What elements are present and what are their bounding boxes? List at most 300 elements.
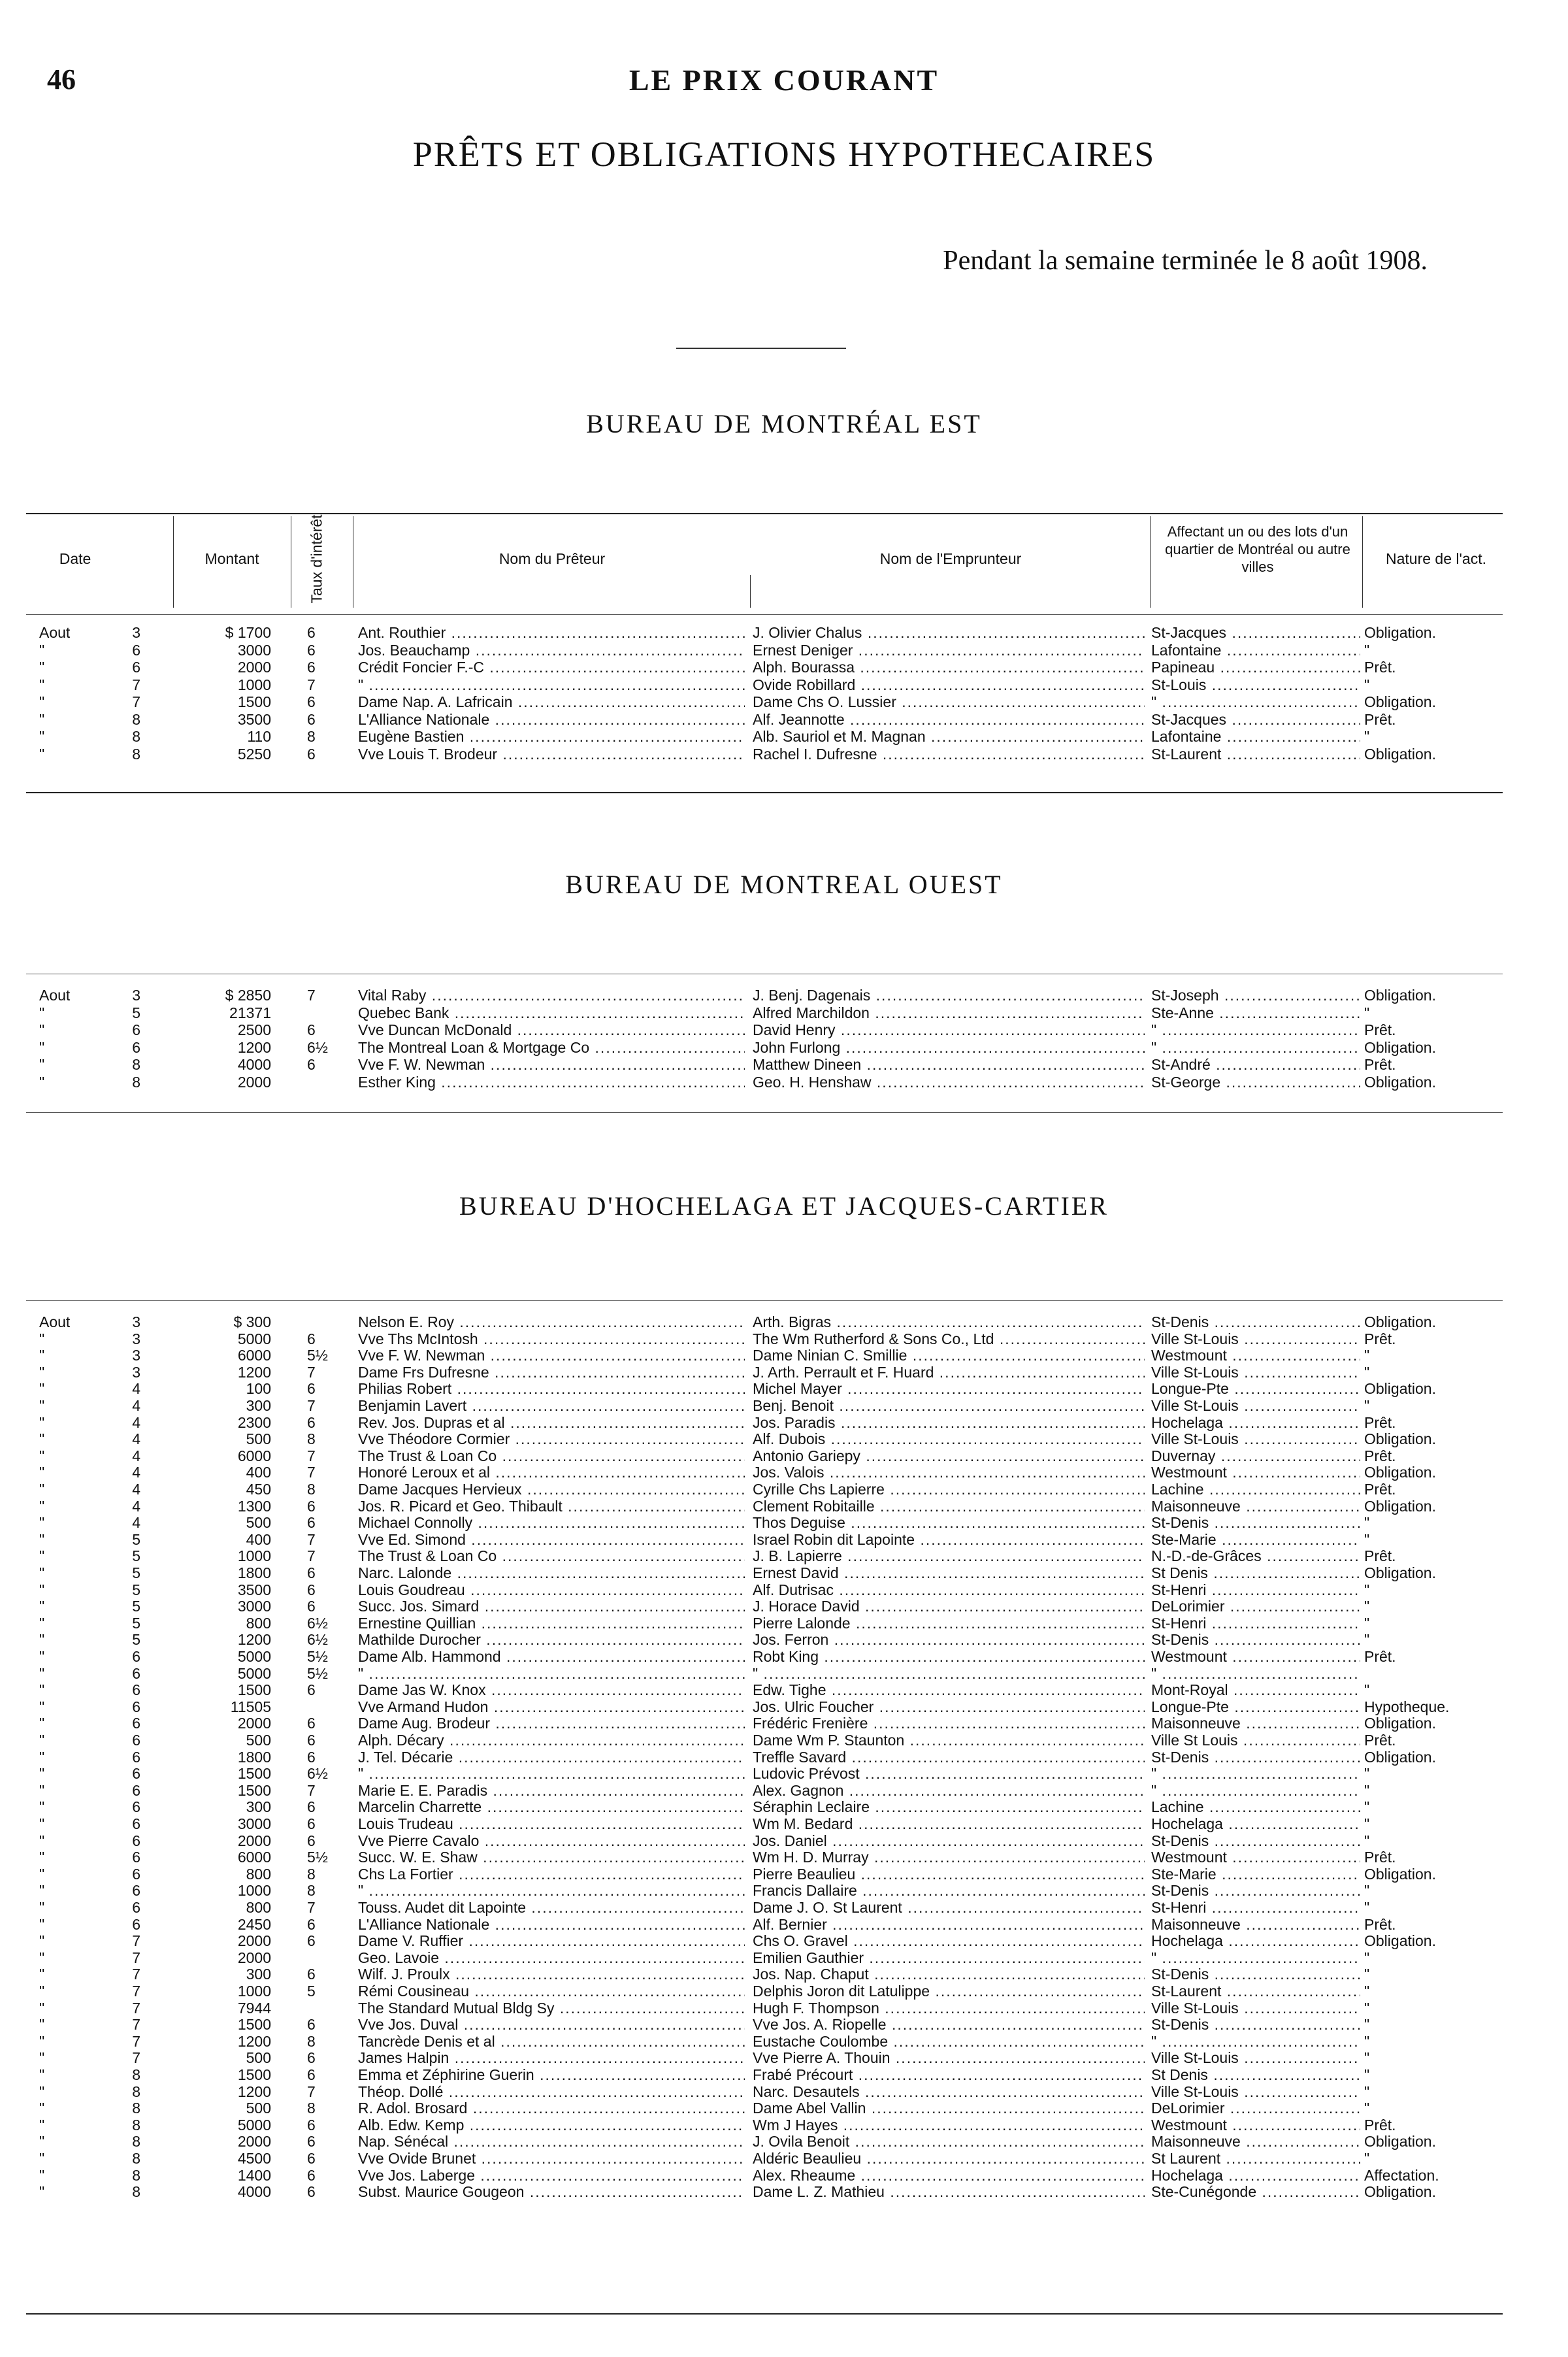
cell-nature: Obligation.	[1364, 624, 1436, 641]
cell-day: 7	[132, 1983, 140, 2000]
cell-nature: Obligation.	[1364, 1380, 1436, 1398]
cell-borrower: Alph. Bourassa .....	[753, 659, 1145, 676]
cell-lender: Ernestine Quillian .....	[358, 1615, 745, 1632]
cell-nature: Obligation.	[1364, 987, 1436, 1004]
cell-nature: "	[1364, 1899, 1370, 1916]
cell-rate: 6	[307, 2150, 316, 2167]
cell-nature: Obligation.	[1364, 1564, 1436, 1581]
cell-day: 4	[132, 1481, 140, 1498]
cell-borrower: Alb. Sauriol et M. Magnan .....	[753, 728, 1145, 745]
cell-lender: Vital Raby .....	[358, 987, 745, 1004]
cell-amount: 500	[246, 2100, 271, 2117]
cell-day: 8	[132, 745, 140, 763]
cell-borrower: Ernest Deniger .....	[753, 642, 1145, 659]
cell-amount: 1500	[237, 1765, 271, 1783]
cell-lender: Louis Trudeau .....	[358, 1815, 745, 1832]
cell-nature: Prêt.	[1364, 1547, 1396, 1565]
cell-lender: The Trust & Loan Co .....	[358, 1547, 745, 1564]
cell-month: "	[39, 1363, 45, 1381]
cell-borrower: Cyrille Chs Lapierre .....	[753, 1481, 1145, 1498]
cell-nature: Prêt.	[1364, 1413, 1396, 1431]
cell-amount: 3000	[237, 641, 271, 659]
cell-day: 8	[132, 2083, 140, 2100]
cell-quarter: " .....	[1151, 693, 1360, 710]
cell-day: 6	[132, 1899, 140, 1916]
cell-month: "	[39, 1430, 45, 1448]
cell-quarter: Westmount .....	[1151, 1347, 1360, 1364]
cell-amount: 1000	[237, 1983, 271, 2000]
cell-rate: 6	[307, 2133, 316, 2151]
cell-nature: Prêt.	[1364, 1849, 1396, 1866]
cell-day: 6	[132, 1849, 140, 1866]
cell-month: "	[39, 1330, 45, 1347]
cell-quarter: Lachine .....	[1151, 1798, 1360, 1815]
cell-rate: 6	[307, 624, 316, 641]
table-row	[0, 1414, 1568, 1431]
cell-day: 6	[132, 1781, 140, 1799]
cell-amount: 2000	[237, 1715, 271, 1732]
table-row	[0, 746, 1568, 763]
cell-month: "	[39, 2016, 45, 2034]
cell-lender: Vve Ed. Simond .....	[358, 1531, 745, 1548]
table-row	[0, 2117, 1568, 2134]
cell-lender: Chs La Fortier .....	[358, 1866, 745, 1883]
table-row	[0, 2049, 1568, 2066]
cell-quarter: Duvernay .....	[1151, 1447, 1360, 1464]
cell-amount: 2000	[237, 659, 271, 676]
cell-month: "	[39, 1481, 45, 1498]
cell-amount: 1300	[237, 1497, 271, 1515]
cell-rate: 6	[307, 1581, 316, 1598]
cell-rate: 6	[307, 1330, 316, 1347]
cell-lender: Rémi Cousineau .....	[358, 1983, 745, 2000]
cell-borrower: Geo. H. Henshaw .....	[753, 1074, 1145, 1091]
column-header	[0, 516, 1568, 614]
cell-quarter: Lachine .....	[1151, 1481, 1360, 1498]
cell-borrower: Rachel I. Dufresne .....	[753, 746, 1145, 763]
cell-borrower: Clement Robitaille .....	[753, 1498, 1145, 1515]
cell-rate: 6	[307, 1564, 316, 1581]
cell-quarter: Ste-Marie .....	[1151, 1866, 1360, 1883]
table-row	[0, 1330, 1568, 1347]
cell-quarter: Hochelaga .....	[1151, 1414, 1360, 1431]
cell-day: 8	[132, 2183, 140, 2201]
cell-month: "	[39, 2066, 45, 2083]
cell-lender: Tancrède Denis et al .....	[358, 2033, 745, 2050]
cell-nature: Hypotheque.	[1364, 1698, 1450, 1715]
cell-month: "	[39, 1038, 45, 1056]
cell-quarter: Ville St-Louis .....	[1151, 1397, 1360, 1414]
cell-month: "	[39, 693, 45, 710]
cell-rate: 6	[307, 1413, 316, 1431]
cell-nature: Obligation.	[1364, 1715, 1436, 1732]
cell-lender: Vve Ovide Brunet .....	[358, 2150, 745, 2167]
cell-day: 6	[132, 1765, 140, 1783]
table-row	[0, 693, 1568, 710]
cell-day: 8	[132, 2133, 140, 2151]
cell-day: 8	[132, 710, 140, 728]
cell-quarter: " .....	[1151, 1665, 1360, 1682]
cell-amount: 3500	[237, 710, 271, 728]
cell-month: "	[39, 2183, 45, 2201]
table-row	[0, 1498, 1568, 1515]
cell-amount: 1200	[237, 2083, 271, 2100]
cell-nature: Obligation.	[1364, 1748, 1436, 1766]
cell-day: 5	[132, 1598, 140, 1615]
cell-lender: James Halpin .....	[358, 2049, 745, 2066]
cell-borrower: Ovide Robillard .....	[753, 676, 1145, 693]
cell-lender: Vve Théodore Cormier .....	[358, 1430, 745, 1447]
table-row	[0, 987, 1568, 1004]
cell-lender: Honoré Leroux et al .....	[358, 1464, 745, 1481]
cell-borrower: Michel Mayer .....	[753, 1380, 1145, 1397]
cell-amount: 5000	[237, 1330, 271, 1347]
cell-rate: 6	[307, 2116, 316, 2134]
cell-amount: 1500	[237, 2066, 271, 2083]
cell-quarter: Ste-Marie .....	[1151, 1531, 1360, 1548]
cell-borrower: Benj. Benoit .....	[753, 1397, 1145, 1414]
cell-amount: 21371	[229, 1004, 271, 1021]
cell-amount: 110	[247, 728, 271, 745]
cell-borrower: Frabé Précourt .....	[753, 2066, 1145, 2083]
cell-month: "	[39, 1021, 45, 1038]
cell-lender: Dame Jas W. Knox .....	[358, 1681, 745, 1698]
cell-quarter: " .....	[1151, 1039, 1360, 1056]
cell-borrower: Alf. Bernier .....	[753, 1916, 1145, 1933]
cell-rate: 6	[307, 2016, 316, 2034]
table-row	[0, 2150, 1568, 2167]
cell-day: 7	[132, 676, 140, 693]
cell-month: Aout	[39, 1313, 71, 1330]
cell-nature: "	[1364, 1999, 1370, 2017]
cell-borrower: Jos. Ferron .....	[753, 1631, 1145, 1648]
cell-lender: Théop. Dollé .....	[358, 2083, 745, 2100]
cell-day: 7	[132, 1949, 140, 1966]
table-row	[0, 1749, 1568, 1766]
cell-month: "	[39, 1397, 45, 1414]
cell-amount: 400	[246, 1530, 271, 1548]
cell-month: "	[39, 1882, 45, 1900]
cell-rate: 8	[307, 2100, 316, 2117]
cell-quarter: Longue-Pte .....	[1151, 1698, 1360, 1715]
cell-month: "	[39, 1966, 45, 1983]
cell-amount: 4500	[237, 2150, 271, 2167]
cell-amount: 1000	[237, 676, 271, 693]
cell-month: "	[39, 745, 45, 763]
table-row	[0, 1815, 1568, 1832]
table-row	[0, 1631, 1568, 1648]
cell-amount: 1000	[237, 1547, 271, 1565]
cell-month: "	[39, 1715, 45, 1732]
table-row	[0, 2100, 1568, 2117]
cell-quarter: Westmount .....	[1151, 1648, 1360, 1665]
cell-lender: Rev. Jos. Dupras et al .....	[358, 1414, 745, 1431]
cell-borrower: J. Benj. Dagenais .....	[753, 987, 1145, 1004]
cell-lender: Nap. Sénécal .....	[358, 2133, 745, 2150]
cell-borrower: Dame J. O. St Laurent .....	[753, 1899, 1145, 1916]
cell-month: "	[39, 1547, 45, 1565]
cell-quarter: Ville St Louis .....	[1151, 1732, 1360, 1749]
cell-day: 8	[132, 2066, 140, 2083]
cell-nature: "	[1364, 641, 1370, 659]
cell-borrower: Eustache Coulombe .....	[753, 2033, 1145, 2050]
cell-borrower: Treffle Savard .....	[753, 1749, 1145, 1766]
table-row	[0, 1547, 1568, 1564]
table-row	[0, 2167, 1568, 2184]
cell-amount: 2000	[237, 1832, 271, 1849]
cell-borrower: Dame Abel Vallin .....	[753, 2100, 1145, 2117]
cell-amount: 2450	[237, 1915, 271, 1933]
cell-day: 3	[132, 624, 140, 641]
cell-nature: Prêt.	[1364, 1481, 1396, 1498]
cell-borrower: Alf. Dutrisac .....	[753, 1581, 1145, 1598]
cell-nature: "	[1364, 2016, 1370, 2034]
cell-borrower: Dame L. Z. Mathieu .....	[753, 2183, 1145, 2200]
cell-lender: Vve Duncan McDonald .....	[358, 1021, 745, 1038]
cell-nature: "	[1364, 1514, 1370, 1532]
table-row	[0, 676, 1568, 693]
cell-nature: "	[1364, 1347, 1370, 1364]
cell-rate: 7	[307, 1899, 316, 1916]
cell-month: "	[39, 2150, 45, 2167]
cell-amount: 1200	[237, 2032, 271, 2050]
cell-month: "	[39, 1781, 45, 1799]
cell-borrower: Aldéric Beaulieu .....	[753, 2150, 1145, 2167]
cell-amount: $ 1700	[225, 624, 271, 641]
cell-amount: 2000	[237, 1073, 271, 1091]
cell-day: 4	[132, 1514, 140, 1532]
cell-nature: Obligation.	[1364, 1038, 1436, 1056]
cell-day: 5	[132, 1581, 140, 1598]
cell-day: 7	[132, 2016, 140, 2034]
cell-month: "	[39, 1004, 45, 1021]
cell-day: 7	[132, 693, 140, 710]
cell-quarter: St-Jacques .....	[1151, 711, 1360, 728]
cell-month: "	[39, 641, 45, 659]
title-rule	[676, 348, 846, 349]
cell-quarter: Papineau .....	[1151, 659, 1360, 676]
cell-borrower: Alfred Marchildon .....	[753, 1004, 1145, 1021]
table-row	[0, 624, 1568, 641]
cell-lender: L'Alliance Nationale .....	[358, 711, 745, 728]
cell-day: 7	[132, 1999, 140, 2017]
table-row	[0, 642, 1568, 659]
cell-borrower: Wm J Hayes .....	[753, 2117, 1145, 2134]
cell-month: "	[39, 2049, 45, 2067]
cell-quarter: Ste-Anne .....	[1151, 1004, 1360, 1021]
cell-quarter: Maisonneuve .....	[1151, 1916, 1360, 1933]
cell-amount: 1800	[237, 1748, 271, 1766]
cell-amount: 1400	[237, 2166, 271, 2184]
cell-month: "	[39, 1865, 45, 1883]
cell-amount: 500	[246, 1514, 271, 1532]
cell-lender: Subst. Maurice Gougeon .....	[358, 2183, 745, 2200]
table-row	[0, 1882, 1568, 1899]
cell-lender: " .....	[358, 1765, 745, 1782]
cell-rate: 6½	[307, 1038, 328, 1056]
cell-rate: 7	[307, 1397, 316, 1414]
cell-rate: 6	[307, 1598, 316, 1615]
cell-day: 4	[132, 1397, 140, 1414]
cell-nature: "	[1364, 1581, 1370, 1598]
cell-lender: Louis Goudreau .....	[358, 1581, 745, 1598]
cell-rate: 6	[307, 745, 316, 763]
cell-rate: 6	[307, 1748, 316, 1766]
cell-month: "	[39, 1648, 45, 1665]
cell-amount: 300	[246, 1397, 271, 1414]
cell-day: 4	[132, 1447, 140, 1464]
cell-borrower: Chs O. Gravel .....	[753, 1932, 1145, 1949]
cell-lender: Wilf. J. Proulx .....	[358, 1966, 745, 1983]
cell-borrower: Delphis Joron dit Latulippe .....	[753, 1983, 1145, 2000]
cell-quarter: " .....	[1151, 1782, 1360, 1799]
cell-borrower: Jos. Ulric Foucher .....	[753, 1698, 1145, 1715]
cell-rate: 6	[307, 1932, 316, 1950]
cell-nature: "	[1364, 1882, 1370, 1900]
cell-nature: "	[1364, 1363, 1370, 1381]
cell-amount: 6000	[237, 1849, 271, 1866]
cell-rate: 6	[307, 1514, 316, 1532]
cell-lender: Michael Connolly .....	[358, 1514, 745, 1531]
cell-borrower: Séraphin Leclaire .....	[753, 1798, 1145, 1815]
cell-day: 6	[132, 1865, 140, 1883]
cell-quarter: St-George .....	[1151, 1074, 1360, 1091]
cell-borrower: John Furlong .....	[753, 1039, 1145, 1056]
cell-rate: 7	[307, 1530, 316, 1548]
cell-day: 6	[132, 1648, 140, 1665]
cell-month: "	[39, 1999, 45, 2017]
cell-borrower: Alf. Dubois .....	[753, 1430, 1145, 1447]
cell-nature: Obligation.	[1364, 1497, 1436, 1515]
cell-day: 6	[132, 659, 140, 676]
cell-nature: Obligation.	[1364, 1430, 1436, 1448]
cell-borrower: Hugh F. Thompson .....	[753, 2000, 1145, 2017]
cell-rate: 6	[307, 2066, 316, 2083]
table-row	[0, 1464, 1568, 1481]
cell-rate: 6	[307, 1681, 316, 1699]
cell-borrower: Francis Dallaire .....	[753, 1882, 1145, 1899]
cell-month: "	[39, 676, 45, 693]
cell-quarter: DeLorimier .....	[1151, 2100, 1360, 2117]
table-row	[0, 1899, 1568, 1916]
cell-nature: "	[1364, 1949, 1370, 1966]
cell-month: "	[39, 1915, 45, 1933]
cell-lender: Eugène Bastien .....	[358, 728, 745, 745]
page-end-rule	[26, 2313, 1503, 2315]
cell-day: 7	[132, 2032, 140, 2050]
cell-quarter: Longue-Pte .....	[1151, 1380, 1360, 1397]
cell-day: 8	[132, 2150, 140, 2167]
cell-quarter: St-Denis .....	[1151, 1749, 1360, 1766]
cell-lender: Alb. Edw. Kemp .....	[358, 2117, 745, 2134]
cell-amount: 500	[246, 1732, 271, 1749]
cell-rate: 6½	[307, 1765, 328, 1783]
cell-borrower: Antonio Gariepy .....	[753, 1447, 1145, 1464]
cell-rate: 6	[307, 1715, 316, 1732]
cell-lender: Succ. W. E. Shaw .....	[358, 1849, 745, 1866]
cell-nature: "	[1364, 1966, 1370, 1983]
cell-quarter: St-Henri .....	[1151, 1615, 1360, 1632]
cell-nature: Obligation.	[1364, 693, 1436, 710]
cell-nature: "	[1364, 1614, 1370, 1632]
table-row	[0, 1732, 1568, 1749]
header-nature: Nature de l'act.	[1386, 550, 1486, 567]
cell-borrower: Dame Ninian C. Smillie .....	[753, 1347, 1145, 1364]
cell-lender: Jos. R. Picard et Geo. Thibault .....	[358, 1498, 745, 1515]
cell-quarter: St Laurent .....	[1151, 2150, 1360, 2167]
cell-lender: Esther King .....	[358, 1074, 745, 1091]
cell-lender: Narc. Lalonde .....	[358, 1564, 745, 1581]
cell-quarter: Ville St-Louis .....	[1151, 2000, 1360, 2017]
cell-nature: Prêt.	[1364, 1447, 1396, 1464]
cell-borrower: Ludovic Prévost .....	[753, 1765, 1145, 1782]
cell-borrower: Jos. Nap. Chaput .....	[753, 1966, 1145, 1983]
cell-quarter: St-Denis .....	[1151, 1313, 1360, 1330]
cell-borrower: Frédéric Frenière .....	[753, 1715, 1145, 1732]
cell-borrower: " .....	[753, 1665, 1145, 1682]
cell-lender: Vve Armand Hudon .....	[358, 1698, 745, 1715]
cell-nature: "	[1364, 1004, 1370, 1021]
cell-rate: 6	[307, 2166, 316, 2184]
cell-day: 4	[132, 1380, 140, 1398]
cell-rate: 6	[307, 659, 316, 676]
table-row	[0, 1615, 1568, 1632]
cell-quarter: St-Jacques .....	[1151, 624, 1360, 641]
cell-quarter: Ville St-Louis .....	[1151, 1364, 1360, 1381]
cell-amount: 400	[246, 1464, 271, 1481]
cell-nature: "	[1364, 728, 1370, 745]
table-row	[0, 1347, 1568, 1364]
table-row	[0, 1564, 1568, 1581]
header-amount: Montant	[204, 550, 259, 567]
cell-nature: "	[1364, 2066, 1370, 2083]
table-row	[0, 1849, 1568, 1866]
cell-borrower: Vve Pierre A. Thouin .....	[753, 2049, 1145, 2066]
cell-rate: 7	[307, 2083, 316, 2100]
table-row	[0, 659, 1568, 676]
table-row	[0, 2066, 1568, 2083]
cell-amount: 5250	[237, 745, 271, 763]
cell-nature: Obligation.	[1364, 2183, 1436, 2201]
cell-nature: "	[1364, 1798, 1370, 1816]
cell-nature: Obligation.	[1364, 1073, 1436, 1091]
cell-quarter: Hochelaga .....	[1151, 1932, 1360, 1949]
cell-amount: $ 2850	[225, 987, 271, 1004]
cell-quarter: Ville St-Louis .....	[1151, 2049, 1360, 2066]
cell-day: 5	[132, 1614, 140, 1632]
cell-day: 6	[132, 1664, 140, 1682]
cell-day: 8	[132, 2116, 140, 2134]
cell-borrower: Arth. Bigras .....	[753, 1313, 1145, 1330]
cell-borrower: The Wm Rutherford & Sons Co., Ltd .....	[753, 1330, 1145, 1347]
cell-amount: 2000	[237, 2133, 271, 2151]
cell-nature: Obligation.	[1364, 1313, 1436, 1330]
cell-borrower: Jos. Paradis .....	[753, 1414, 1145, 1431]
table-row	[0, 1765, 1568, 1782]
cell-month: "	[39, 1598, 45, 1615]
table-row	[0, 1364, 1568, 1381]
cell-lender: Emma et Zéphirine Guerin .....	[358, 2066, 745, 2083]
cell-quarter: " .....	[1151, 1021, 1360, 1038]
cell-borrower: Narc. Desautels .....	[753, 2083, 1145, 2100]
cell-borrower: Emilien Gauthier .....	[753, 1949, 1145, 1966]
cell-quarter: " .....	[1151, 2033, 1360, 2050]
cell-quarter: Ville St-Louis .....	[1151, 1430, 1360, 1447]
cell-lender: L'Alliance Nationale .....	[358, 1916, 745, 1933]
cell-quarter: Maisonneuve .....	[1151, 2133, 1360, 2150]
table-row	[0, 2133, 1568, 2150]
cell-quarter: DeLorimier .....	[1151, 1598, 1360, 1615]
